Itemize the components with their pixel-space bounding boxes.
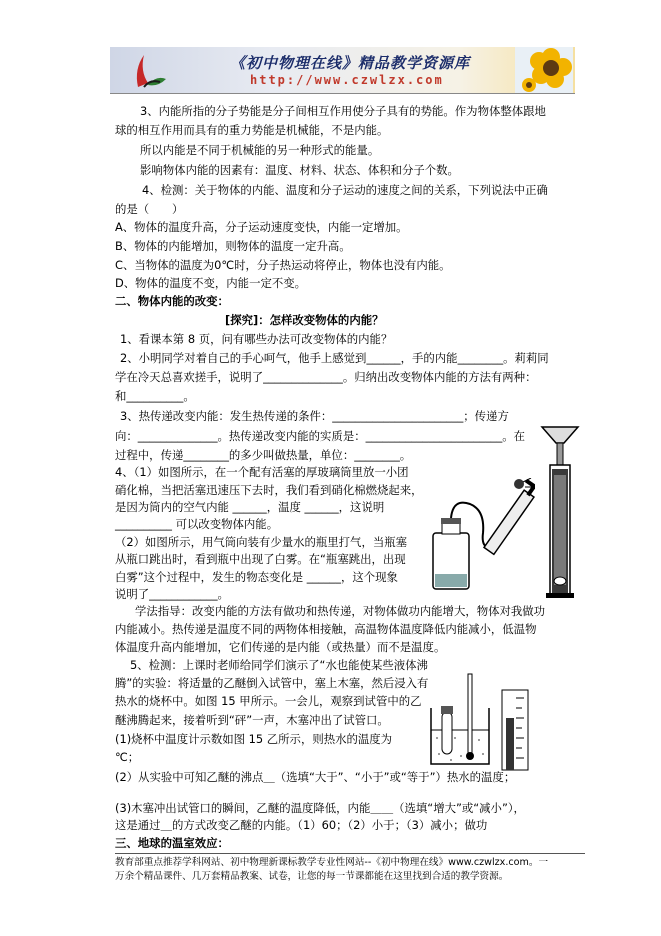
text-line: 所以内能是不同于机械能的另一种形式的能量。	[140, 143, 380, 157]
section-heading: 三、地球的温室效应：	[115, 836, 229, 850]
option-d: D、物体的温度不变，内能一定不变。	[115, 276, 307, 290]
option-c: C、当物体的温度为0℃时，分子热运动将停止，物体也没有内能。	[115, 258, 451, 272]
question-stem: 4、检测：关于物体的内能、温度和分子运动的速度之间的关系，下列说法中正确	[142, 183, 548, 197]
text-line: 说明了____________。	[115, 587, 229, 601]
text-line: 4、（1）如图所示，在一个配有活塞的厚玻璃筒里放一小团	[115, 465, 409, 479]
piston-cylinder-figure	[540, 425, 580, 600]
text-line: (2）从实验中可知乙醚的沸点＿（选填“大于”、“小于”或“等于”）热水的温度；	[115, 770, 516, 784]
text-line: 是因为筒内的空气内能 ______，温度 ______，这说明	[115, 500, 385, 514]
text-line: 从瓶口跳出时，看到瓶中出现了白雾。在“瓶塞跳出，出现	[115, 552, 406, 566]
text-line: （2）如图所示，用气筒向装有少量水的瓶里打气，当瓶塞	[115, 535, 408, 549]
text-line: 过程中，传递________的多少叫做热量，单位：________。	[115, 448, 412, 462]
section-heading: 二、物体内能的改变：	[115, 294, 229, 308]
text-line: 体温度升高内能增加，它们传递的是内能（或热量）而不是温度。	[115, 640, 446, 654]
footer-line: 万余个精品课件、几万套精品教案、试卷，让您的每一节课都能在这里找到合适的教学资源。	[115, 871, 509, 882]
text-line: 醚沸腾起来，接着听到“砰”一声，木塞冲出了试管口。	[115, 713, 389, 727]
text-line: 3、内能所指的分子势能是分子间相互作用使分子具有的势能。作为物体整体跟地	[140, 104, 546, 118]
text-line: 这是通过＿的方式改变乙醚的内能。（1）60；（2）小于；（3）减小；做功	[115, 818, 488, 832]
beaker-test-tube-figure	[425, 668, 495, 768]
text-line: ℃；	[115, 750, 140, 764]
banner-title: 《初中物理在线》精品教学资源库	[230, 54, 471, 72]
text-line: 3、热传递改变内能：发生热传递的条件：_______________________；传递方	[120, 409, 509, 423]
text-line: __________ 可以改变物体内能。	[115, 517, 279, 531]
option-b: B、物体的内能增加，则物体的温度一定升高。	[115, 239, 351, 253]
text-line: 学在冷天总喜欢搓手，说明了______________。归纳出改变物体内能的方法有两种：	[115, 370, 537, 384]
option-a: A、物体的温度升高，分子运动速度变快，内能一定增加。	[115, 220, 408, 234]
text-line: 学法指导：改变内能的方法有做功和热传递，对物体做功内能增大，物体对我做功	[135, 604, 546, 618]
footer-divider	[115, 853, 585, 854]
text-line: 向：______________。热传递改变内能的实质是：________________________。在	[115, 429, 526, 443]
text-line: 内能减小。热传递是温度不同的两物体相接触，高温物体温度降低内能减小，低温物	[115, 622, 537, 636]
text-line: 热水的烧杯中。如图 15 甲所示。一会儿，观察到试管中的乙	[115, 694, 422, 708]
banner-url: http://www.czwlzx.com	[250, 73, 444, 87]
text-line: 和__________。	[115, 389, 195, 403]
thermometer-figure	[500, 688, 530, 773]
text-line: 腾”的实验：将适量的乙醚倒入试管中，塞上木塞，然后浸入有	[115, 676, 429, 690]
footer-line: 教育部重点推荐学科网站、初中物理新课标教学专业性网站--《初中物理在线》www.czwlzx.com。一	[115, 857, 549, 868]
pump-bottle-figure	[425, 478, 535, 593]
text-line: 球的相互作用而具有的重力势能是机械能，不是内能。	[115, 123, 389, 137]
text-line: 硝化棉，当把活塞迅速压下去时，我们看到硝化棉燃烧起来，	[115, 483, 423, 497]
text-line: 的是（ ）	[115, 202, 184, 216]
text-line: 白雾”这个过程中，发生的物态变化是 ______，这个现象	[115, 570, 398, 584]
text-line: (1)烧杯中温度计示数如图 15 乙所示，则热水的温度为	[115, 732, 393, 746]
text-line: (3)木塞冲出试管口的瞬间，乙醚的温度降低，内能＿＿（选填“增大”或“减小”），	[115, 801, 525, 815]
text-line: 2、小明同学对着自己的手心呵气，他手上感觉到______，手的内能________。莉莉同	[120, 351, 549, 365]
text-line: 影响物体内能的因素有：温度、材料、状态、体积和分子个数。	[140, 163, 459, 177]
text-line: 5、检测：上课时老师给同学们演示了“水也能使某些液体沸	[130, 658, 428, 672]
text-line: 1、看课本第 8 页，问有哪些办法可改变物体的内能？	[120, 332, 393, 346]
subsection-heading: [探究]：怎样改变物体的内能？	[225, 313, 384, 327]
